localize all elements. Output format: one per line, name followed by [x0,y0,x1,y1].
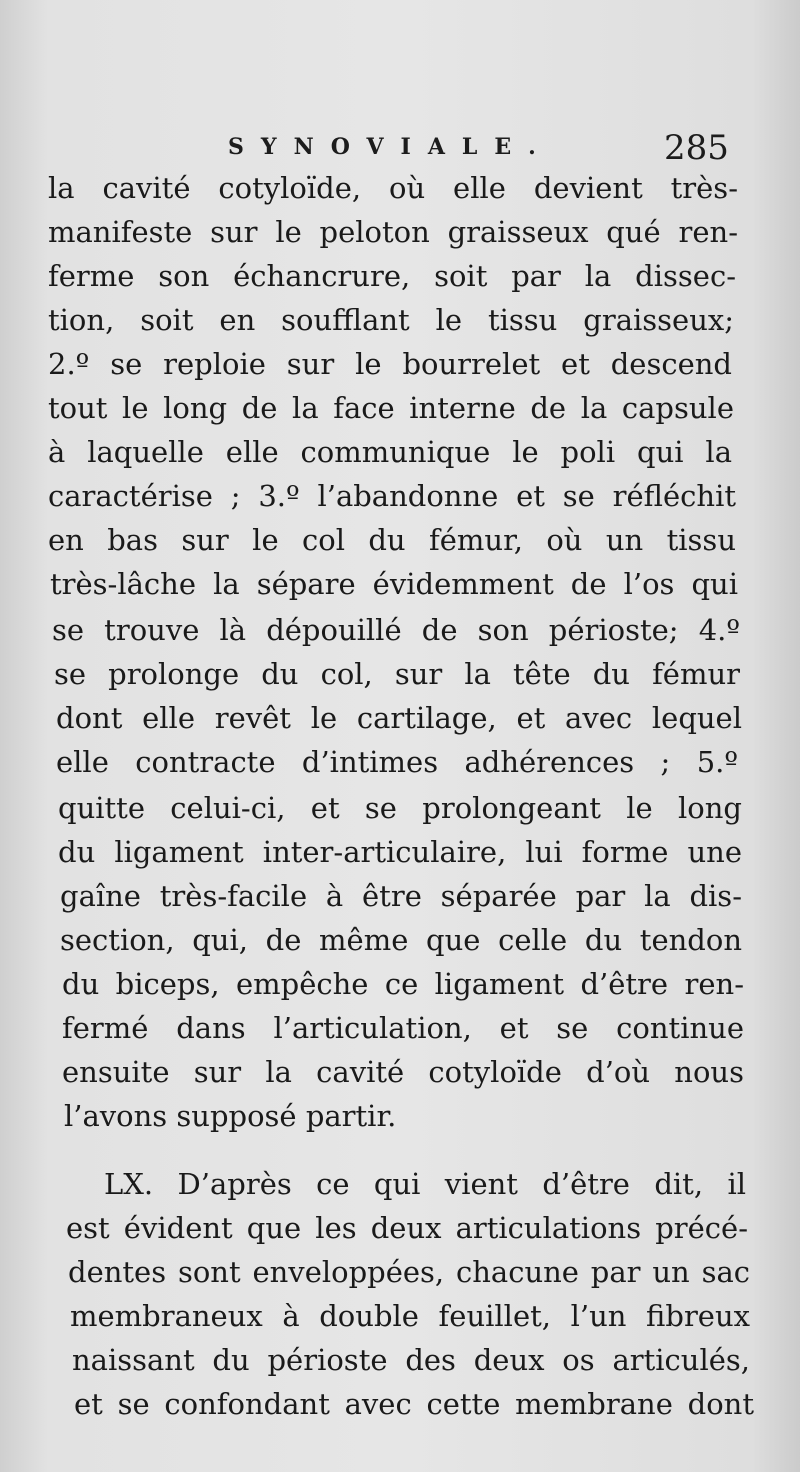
running-title: SYNOVIALE. [228,134,553,160]
text-line: se trouve là dépouillé de son périoste; 4.º [52,613,740,647]
text-line: membraneux à double feuillet, l’un fibreux [70,1299,750,1333]
text-line: très-lâche la sépare évidemment de l’os qui [50,567,738,601]
running-head [0,128,800,168]
text-line: est évident que les deux articulations précé- [66,1211,748,1245]
text-line: elle contracte d’intimes adhérences ; 5.º [56,745,738,779]
text-line: ferme son échancrure, soit par la dissec- [48,259,736,293]
text-line: manifeste sur le peloton graisseux qué ren- [48,215,738,249]
text-line: fermé dans l’articulation, et se continue [62,1011,744,1045]
text-line: caractérise ; 3.º l’abandonne et se réfléchit [48,479,736,513]
text-line: du ligament inter-articulaire, lui forme une [58,835,742,869]
text-line: à laquelle elle communique le poli qui la [48,435,732,469]
text-line: naissant du périoste des deux os articulés, [72,1343,750,1377]
text-line: gaîne très-facile à être séparée par la dis- [60,879,742,913]
text-line: du biceps, empêche ce ligament d’être ren- [62,967,744,1001]
text-line: dont elle revêt le cartilage, et avec lequel [56,701,742,735]
text-line: tion, soit en soufflant le tissu graisseux; [48,303,734,337]
text-line: se prolonge du col, sur la tête du fémur [54,657,740,691]
text-line: la cavité cotyloïde, où elle devient très- [48,171,738,205]
paragraph-start-line: LX. D’après ce qui vient d’être dit, il [104,1167,746,1201]
text-line: section, qui, de même que celle du tendon [60,923,742,957]
text-line: l’avons supposé partir. [64,1099,397,1133]
text-line: quitte celui-ci, et se prolongeant le long [58,791,742,825]
text-line: en bas sur le col du fémur, où un tissu [48,523,736,557]
text-line: tout le long de la face interne de la capsule [48,391,734,425]
text-line: 2.º se reploie sur le bourrelet et descend [48,347,732,381]
page-number: 285 [664,128,729,168]
text-line: dentes sont enveloppées, chacune par un sac [68,1255,750,1289]
text-line: et se confondant avec cette membrane dont [74,1387,754,1421]
text-line: ensuite sur la cavité cotyloïde d’où nous [62,1055,744,1089]
